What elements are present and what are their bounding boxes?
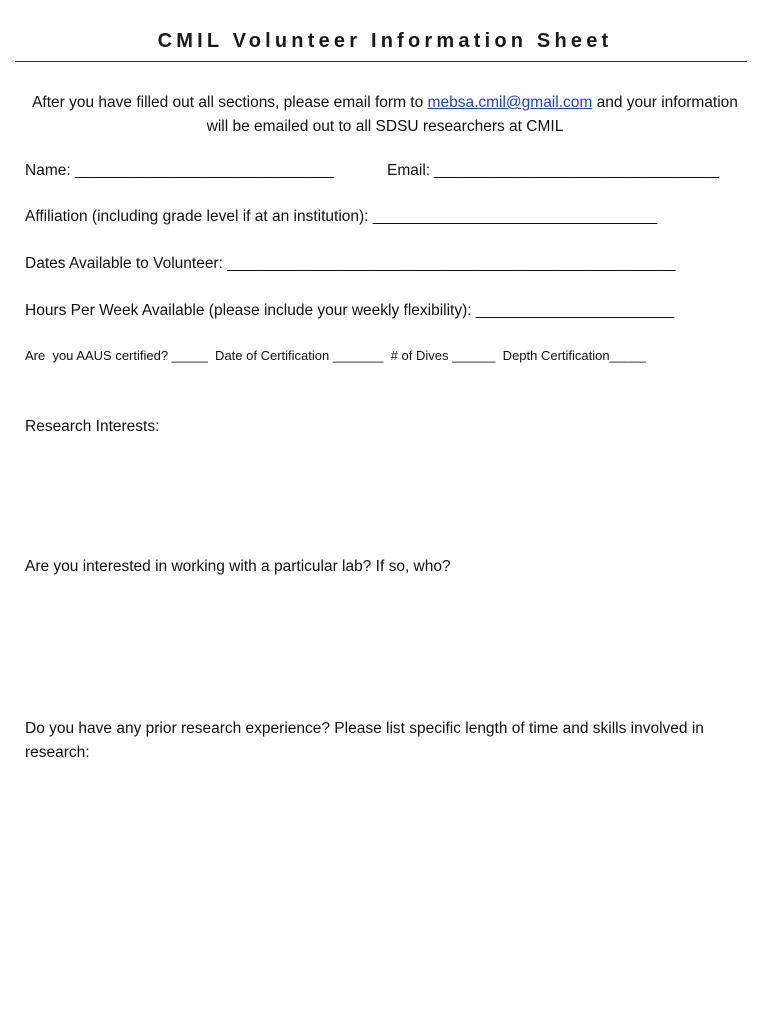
affiliation-field-line[interactable]: Affiliation (including grade level if at an institution): _________________________________	[25, 208, 658, 225]
hours-per-week-field-line[interactable]: Hours Per Week Available (please include your weekly flexibility): _______________________	[25, 302, 675, 319]
title-divider	[15, 61, 747, 62]
dates-available-field-line[interactable]: Dates Available to Volunteer: ____________________________________________________	[25, 255, 676, 272]
intro-text-after-link: and your information will be emailed out to all SDSU researchers at CMIL	[206, 94, 738, 135]
aaus-certification-field-line[interactable]: Are you AAUS certified? _____ Date of Certification _______ # of Dives ______ Depth Certification_____	[25, 348, 646, 363]
name-field-line[interactable]: Name: ______________________________	[25, 162, 334, 179]
email-link[interactable]: mebsa.cmil@gmail.com	[427, 94, 593, 111]
prior-experience-label: Do you have any prior research experience? Please list specific length of time and skills involved in research:	[25, 720, 704, 761]
intro-paragraph	[20, 91, 750, 139]
research-interests-label: Research Interests:	[25, 418, 160, 435]
intro-text-before-link: After you have filled out all sections, please email form to	[32, 94, 428, 111]
particular-lab-label: Are you interested in working with a particular lab? If so, who?	[25, 558, 451, 575]
email-field-line[interactable]: Email: _________________________________	[387, 162, 719, 179]
page-title: CMIL Volunteer Information Sheet	[157, 30, 613, 52]
